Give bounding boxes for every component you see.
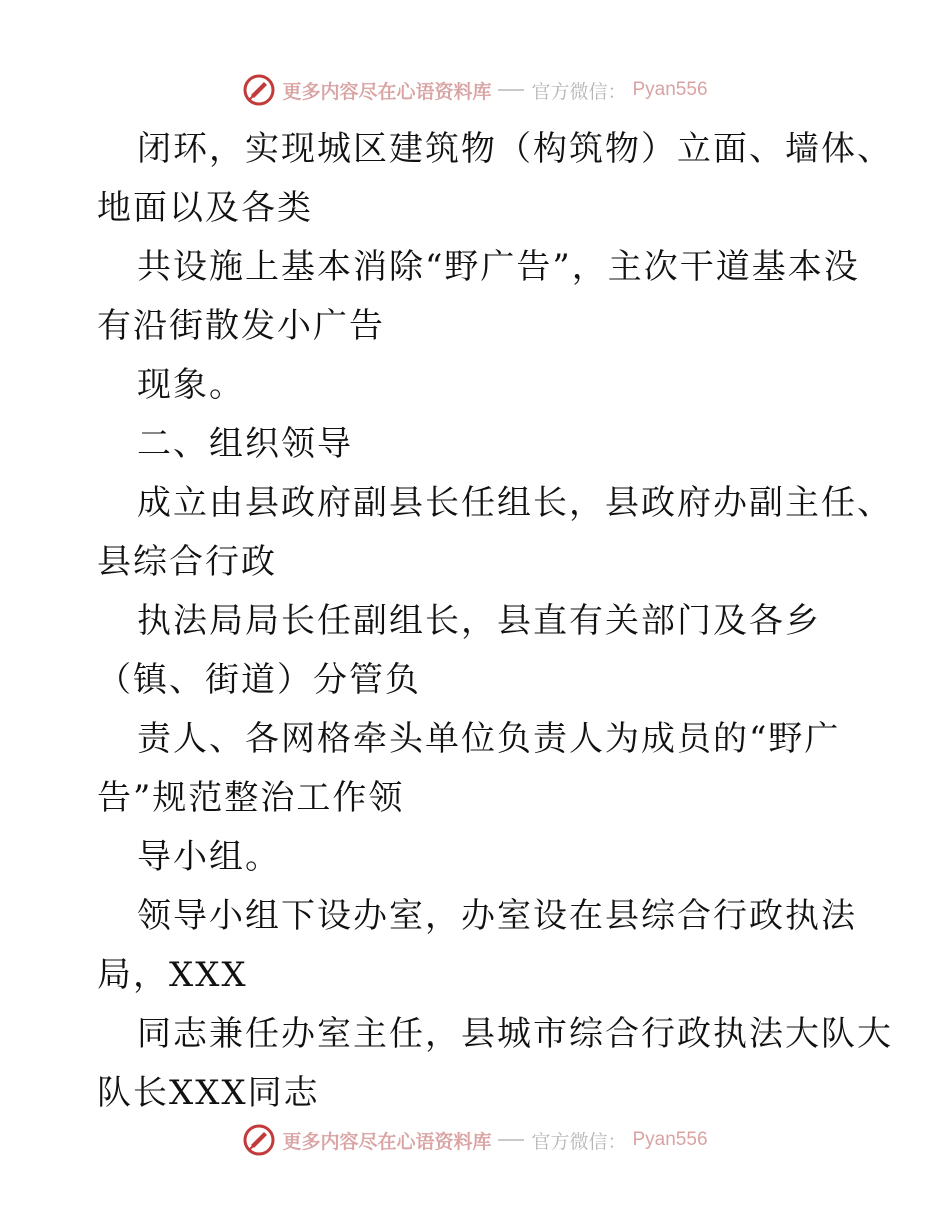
paragraph-line: 导小组。 (137, 837, 281, 877)
watermark-sub-text: 官方微信： (531, 1130, 627, 1153)
paragraph-line: 共设施上基本消除“野广告”，主次干道基本没 (137, 247, 860, 287)
watermark-main-text: 更多内容尽在心语资料库 (282, 80, 492, 103)
paragraph-line: 同志兼任办室主任，县城市综合行政执法大队大 (137, 1014, 893, 1054)
paragraph-line: 责人、各网格牵头单位负责人为成员的“野广 (137, 719, 841, 759)
paragraph-line: 领导小组下设办室，办室设在县综合行政执法 (137, 896, 857, 936)
watermark-main-text: 更多内容尽在心语资料库 (282, 1130, 492, 1153)
watermark-sub-text: 官方微信： (531, 80, 627, 103)
watermark-id: Pyan556 (632, 1129, 708, 1150)
paragraph-line: 执法局局长任副组长，县直有关部门及各乡 (137, 601, 821, 641)
watermark-dash (498, 89, 524, 91)
paragraph-line: 现象。 (137, 365, 245, 405)
paragraph-line: 队长XXX同志 (97, 1073, 320, 1113)
paragraph-line: 县综合行政 (97, 542, 277, 582)
document-body (97, 120, 893, 1123)
watermark-id: Pyan556 (632, 79, 708, 100)
section-heading: 二、组织领导 (137, 424, 353, 464)
header-watermark (0, 70, 950, 110)
book-pen-logo-icon (242, 1123, 276, 1157)
watermark-dash (498, 1139, 524, 1141)
paragraph-line: 告”规范整治工作领 (97, 778, 405, 818)
paragraph-line: 地面以及各类 (97, 188, 313, 228)
paragraph-line: 闭环，实现城区建筑物（构筑物）立面、墙体、 (137, 129, 893, 169)
paragraph-line: 局，XXX (97, 955, 248, 995)
book-pen-logo-icon (242, 73, 276, 107)
paragraph-line: 有沿街散发小广告 (97, 306, 385, 346)
paragraph-line: （镇、街道）分管负 (97, 660, 421, 700)
footer-watermark (0, 1120, 950, 1160)
paragraph-line: 成立由县政府副县长任组长，县政府办副主任、 (137, 483, 893, 523)
